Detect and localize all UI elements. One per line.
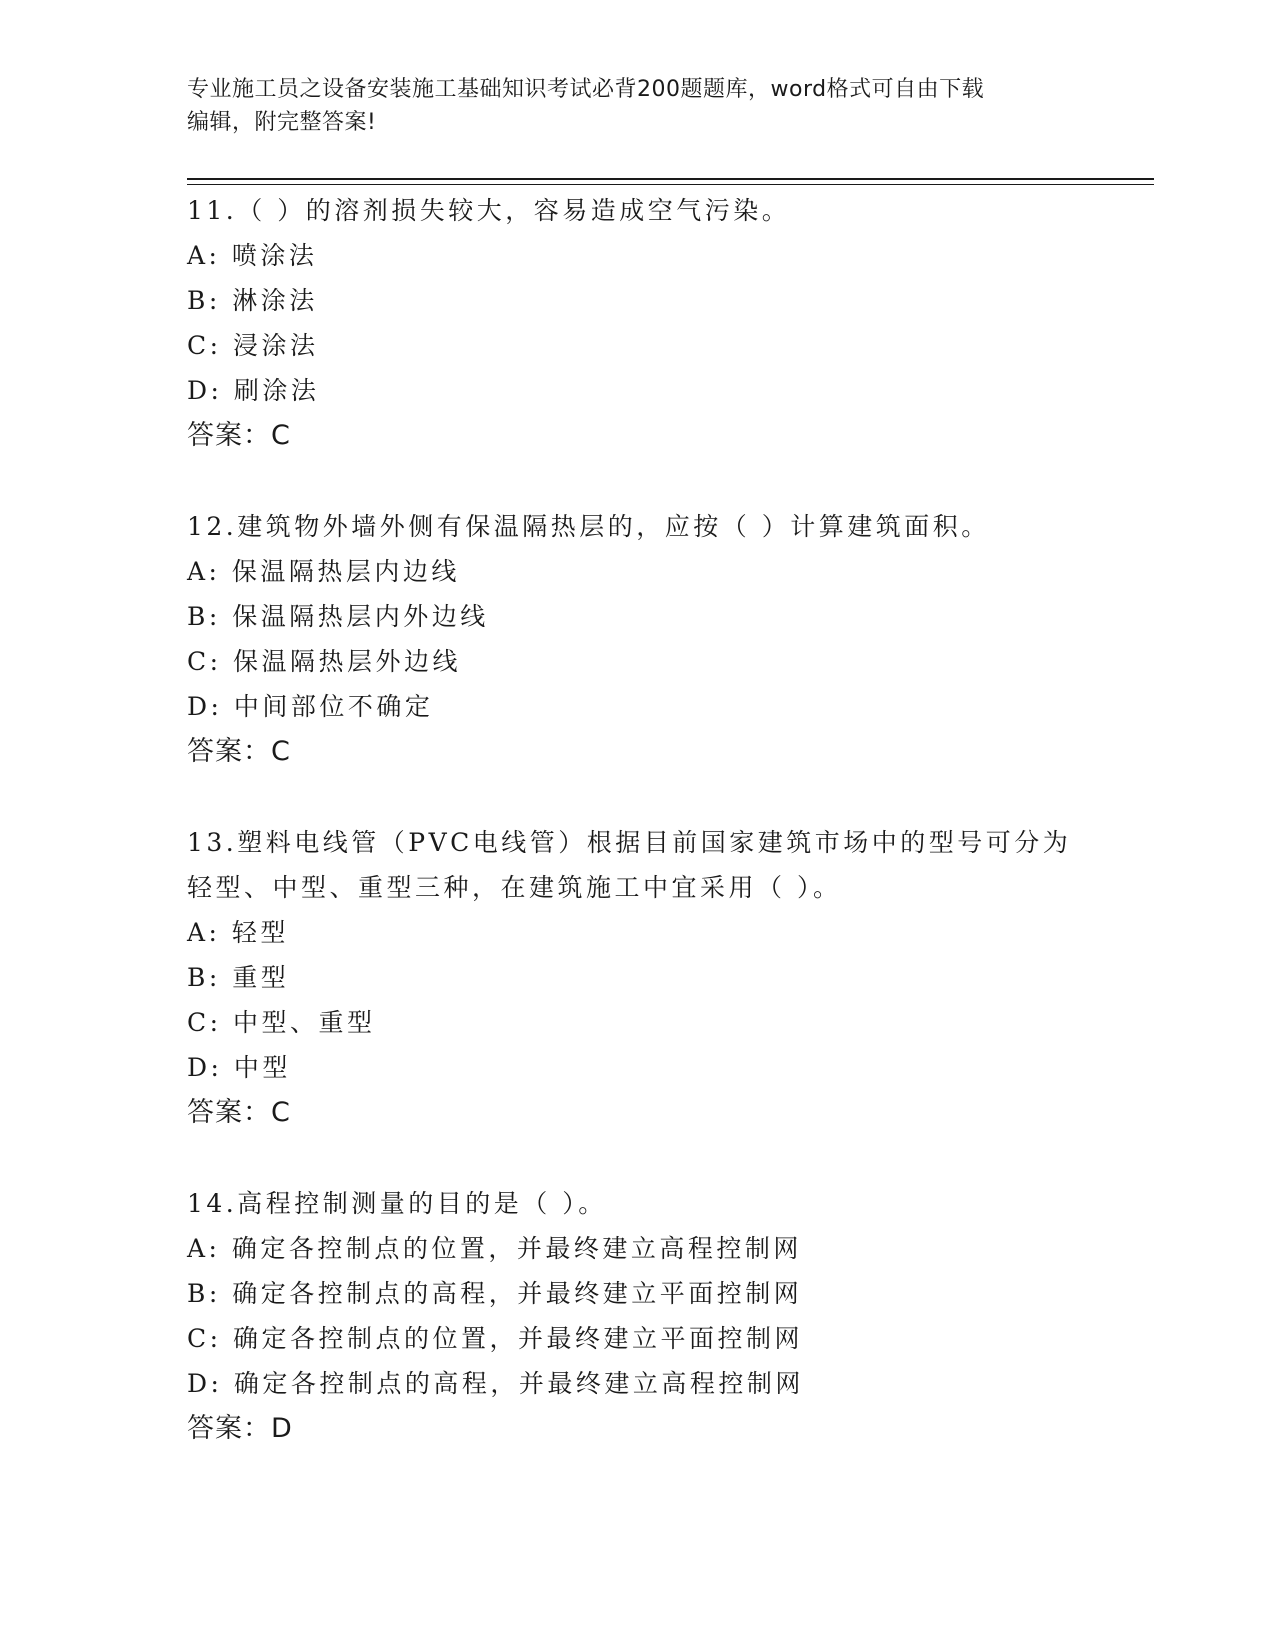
question-14 <box>187 1181 1087 1452</box>
option-a: A: 确定各控制点的位置，并最终建立高程控制网 <box>187 1234 802 1263</box>
option-b: B: 重型 <box>187 963 290 992</box>
option-d: D: 中间部位不确定 <box>187 692 434 721</box>
option-c: C: 保温隔热层外边线 <box>187 647 461 676</box>
header-divider-thick <box>187 178 1154 180</box>
answer-line: 答案：C <box>187 1097 291 1128</box>
option-b: B: 确定各控制点的高程，并最终建立平面控制网 <box>187 1279 803 1308</box>
question-13 <box>187 820 1087 1136</box>
question-stem: 12.建筑物外墙外侧有保温隔热层的，应按（ ）计算建筑面积。 <box>187 512 990 541</box>
question-12 <box>187 504 1087 775</box>
option-c: C: 确定各控制点的位置，并最终建立平面控制网 <box>187 1324 803 1353</box>
answer-line: 答案：C <box>187 736 291 767</box>
question-list <box>187 188 1087 1452</box>
question-11 <box>187 188 1087 459</box>
header-line-1: 专业施工员之设备安装施工基础知识考试必背200题题库，word格式可自由下载 <box>187 77 985 102</box>
option-b: B: 淋涂法 <box>187 286 318 315</box>
option-a: A: 喷涂法 <box>187 241 318 270</box>
option-b: B: 保温隔热层内外边线 <box>187 602 489 631</box>
option-a: A: 保温隔热层内边线 <box>187 557 460 586</box>
document-header <box>187 73 1067 139</box>
option-c: C: 中型、重型 <box>187 1008 376 1037</box>
option-c: C: 浸涂法 <box>187 331 319 360</box>
question-stem: 11.（ ）的溶剂损失较大，容易造成空气污染。 <box>187 196 791 225</box>
question-stem: 14.高程控制测量的目的是（ ）。 <box>187 1189 607 1218</box>
option-d: D: 确定各控制点的高程，并最终建立高程控制网 <box>187 1369 804 1398</box>
header-divider-thin <box>187 184 1154 185</box>
option-d: D: 刷涂法 <box>187 376 320 405</box>
header-line-2: 编辑，附完整答案! <box>187 110 377 135</box>
option-a: A: 轻型 <box>187 918 289 947</box>
answer-line: 答案：D <box>187 1413 293 1444</box>
question-stem: 13.塑料电线管（PVC电线管）根据目前国家建筑市场中的型号可分为轻型、中型、重型三种，在建筑施工中宜采用（ ）。 <box>187 828 1072 902</box>
option-d: D: 中型 <box>187 1053 291 1082</box>
answer-line: 答案：C <box>187 420 291 451</box>
